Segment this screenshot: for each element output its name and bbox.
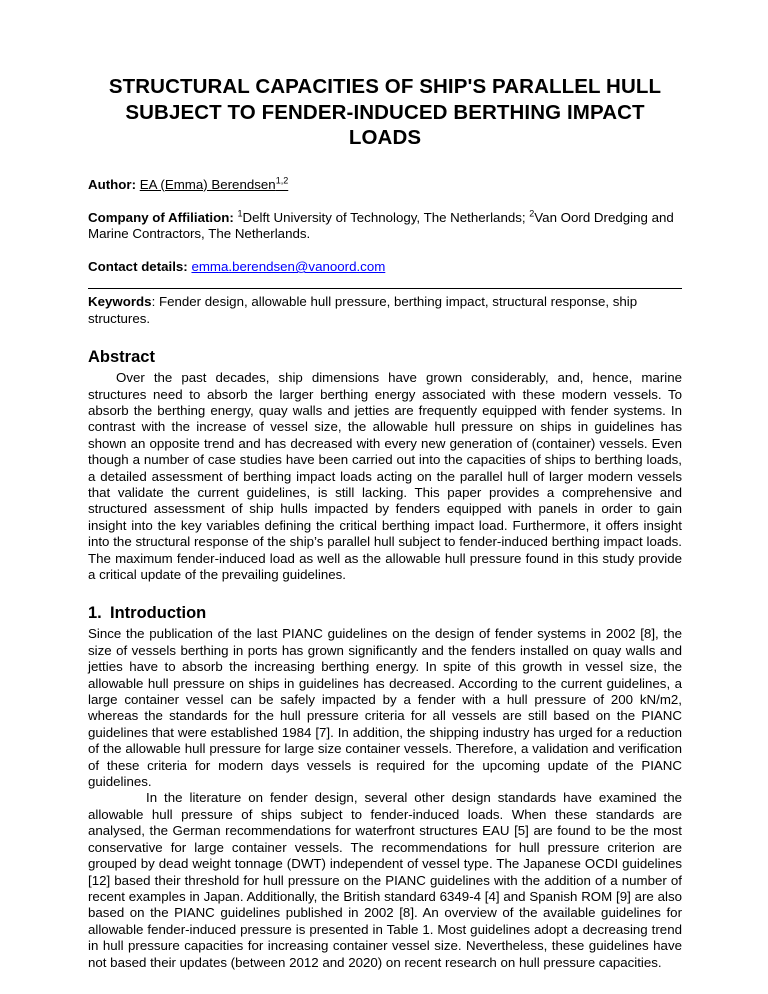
affiliation-text-2: Van Oord Dredging and Marine Contractors, The Netherlands. [88, 209, 674, 241]
affiliation-superscript-1: 1 [237, 208, 243, 219]
keywords-label: Keywords [88, 294, 152, 310]
author-affiliation-superscript: 1,2 [275, 175, 289, 186]
introduction-heading [88, 603, 682, 623]
affiliation-superscript-2: 2 [529, 208, 535, 219]
keywords-text: Fender design, allowable hull pressure, berthing impact, structural response, ship structures. [88, 294, 638, 326]
affiliation-line [88, 210, 682, 242]
introduction-heading-text: Introduction [110, 604, 207, 623]
contact-line [88, 259, 682, 275]
affiliation-label: Company of Affiliation: [88, 209, 234, 225]
author-label: Author: [88, 176, 136, 192]
metadata-block [88, 177, 682, 276]
contact-label: Contact details: [88, 259, 188, 275]
keywords-separator: : [151, 294, 159, 310]
abstract-paragraph: Over the past decades, ship dimensions have grown considerably, and, hence, marine structures need to absorb the larger berthing energy associated with these modern vessels. To absorb the berthing energy, quay walls and jetties are frequently equipped with fender systems. In contrast with the increase of vessel size, the allowable hull pressure on ships in guidelines has shown an opposite trend and has decreased with every new generation of (container) vessels. Even though a number of case studies have been carried out into the capacities of ships to berthing loads, a detailed assessment of berthing impact loads acting on the parallel hull of larger modern vessels that validate the current guidelines, is still lacking. This paper provides a comprehensive and structured assessment of ship hulls impacted by fenders equipped with panels in order to gain insight into the key variables defining the critical berthing impact load. Furthermore, it offers insight into the structural response of the ship’s parallel hull subject to fender-induced berthing impact loads. The maximum fender-induced load as well as the allowable hull pressure found in this study provide a critical update of the prevailing guidelines. [88, 370, 682, 582]
abstract-heading: Abstract [88, 348, 155, 367]
page-content [88, 0, 682, 971]
author-line [88, 177, 682, 193]
introduction-paragraph-1: Since the publication of the last PIANC guidelines on the design of fender systems in 2002 [8], the size of vessels berthing in ports has grown significantly and the fenders installed on quay walls and jetties have to absorb the increasing berthing energy. In spite of this growth in vessel size, the allowable hull pressure on ships in guidelines has decreased. According to the current guidelines, a large container vessel can be safely impacted by a fender with a hull pressure of 200 kN/m2, whereas the standards for the hull pressure criteria for all vessels are still based on the PIANC guidelines that were established 1984 [7]. In addition, the shipping industry has urged for a reduction of the allowable hull pressure for large size container vessels. Therefore, a validation and verification of these criteria for modern days vessels is required for the upcoming update of the PIANC guidelines. [88, 626, 682, 790]
introduction-number: 1. [88, 604, 102, 623]
contact-email-link[interactable]: emma.berendsen@vanoord.com [191, 259, 386, 275]
author-name-text: EA (Emma) Berendsen [139, 176, 276, 192]
page-title: STRUCTURAL CAPACITIES OF SHIP'S PARALLEL HULL SUBJECT TO FENDER-INDUCED BERTHING IMPACT LOADS [108, 75, 662, 149]
keywords-line [88, 294, 682, 327]
keywords-divider [88, 288, 682, 289]
introduction-paragraph-2: In the literature on fender design, several other design standards have examined the allowable hull pressure of ships subject to fender-induced loads. When these standards are analysed, the German recommendations for waterfront structures EAU [5] are found to be the most conservative for large container vessels. The recommendations for hull pressure criterion are grouped by dead weight tonnage (DWT) independent of vessel type. The Japanese OCDI guidelines [12] based their threshold for hull pressure on the PIANC guidelines with the addition of a number of recent examples in Japan. Additionally, the British standard 6349-4 [4] and Spanish ROM [9] are also based on the PIANC guidelines published in 2002 [8]. An overview of the available guidelines for allowable fender-induced pressure is presented in Table 1. Most guidelines adopt a decreasing trend in hull pressure capacities for increasing container vessel size. Nevertheless, these guidelines have not based their updates (between 2012 and 2020) on recent research on hull pressure capacities. [88, 790, 682, 970]
affiliation-text-1: Delft University of Technology, The Netherlands; [242, 209, 530, 225]
author-name-underlined [140, 177, 289, 192]
